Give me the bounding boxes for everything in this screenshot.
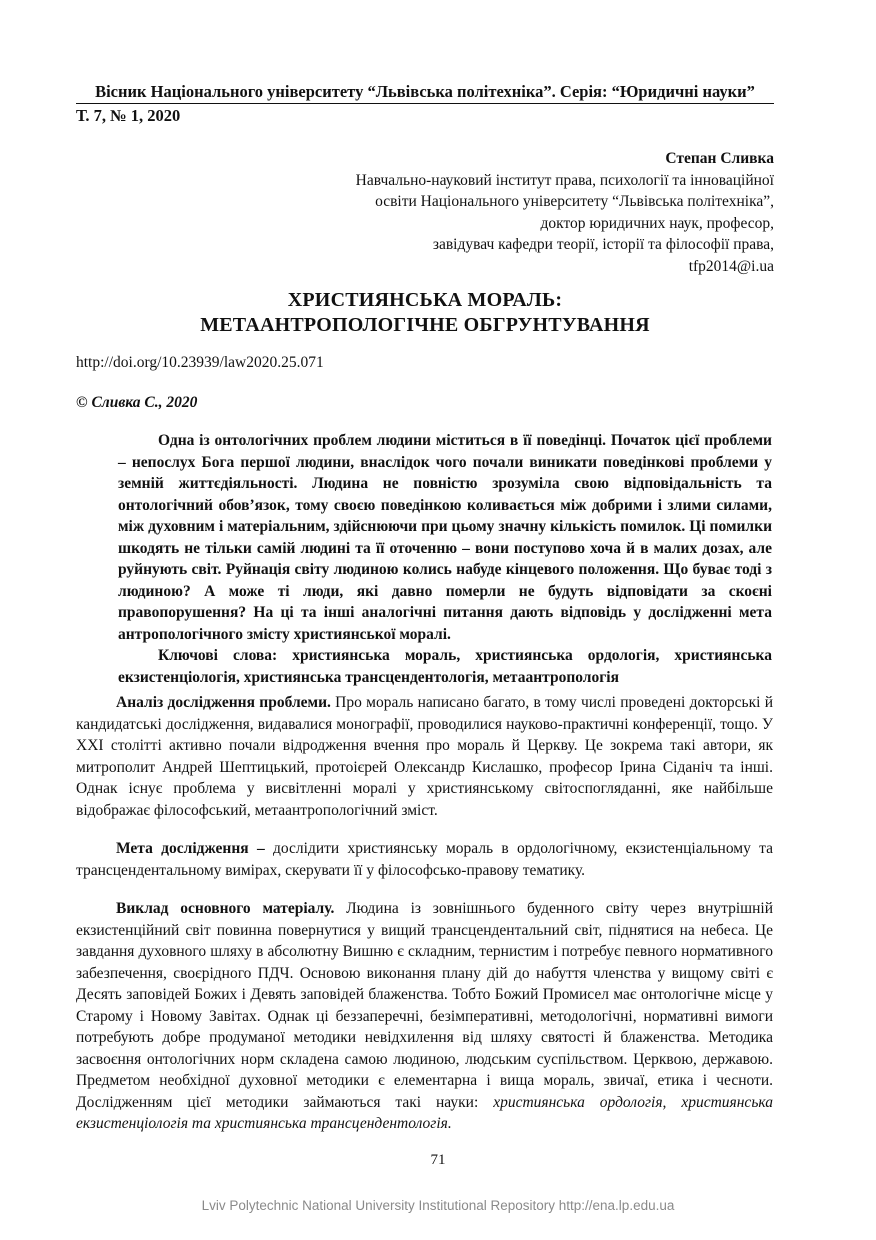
affiliation-line: Навчально-науковий інститут права, психології та інноваційної	[355, 171, 774, 189]
section-research-goal	[76, 838, 773, 881]
abstract	[118, 430, 772, 688]
copyright-notice: © Сливка С., 2020	[76, 394, 198, 411]
keywords: Ключові слова: християнська мораль, християнська ордологія, християнська екзистенціологія, християнська трансцендентологія, метаантропологія	[118, 647, 772, 686]
affiliation-line: завідувач кафедри теорії, історії та філософії права,	[432, 236, 774, 253]
journal-volume: Т. 7, № 1, 2020	[76, 106, 181, 125]
title-line-1: ХРИСТИЯНСЬКА МОРАЛЬ:	[287, 289, 563, 311]
author-name: Степан Сливка	[665, 150, 774, 167]
section-lead: Виклад основного матеріалу.	[116, 900, 335, 917]
section-text: Про мораль написано багато, в тому числі проведені докторські й кандидатські дослідження, видавалися монографії, проводилися науково-практичні конференції, тощо. У ХХІ столітті активно почали відродження вчення про мораль й Церкву. Це зокрема такі автори, як митрополит Андрей Шептицький, протоієрей Олександр Кислашко, професор Ірина Сіданіч та інші. Однак існує проблема у висвітленні моралі у християнському світоспогляданні, яке найбільше відображає філософський, метаантропологічний зміст.	[76, 694, 773, 819]
doi-link[interactable]: http://doi.org/10.23939/law2020.25.071	[76, 354, 324, 371]
abstract-text: Одна із онтологічних проблем людини міститься в її поведінці. Початок цієї проблеми – непослух Бога першої людини, внаслідок чого почали виникати поведінкові проблеми у земній життєдіяльності. Людина не повністю зрозуміла свою відповідальність та онтологічний обов’язок, тому своєю поведінкою коливається між добрими і злими силами, між духовним і матеріальним, здійснюючи при цьому значну кількість помилок. Ці помилки шкодять не тільки самій людині та її оточенню – вони поступово хоча й в малих дозах, але руйнують світ. Руйнація світу людиною колись набуде кінцевого положення. Що буває тоді з людиною? А може ті люди, які давно померли не будуть відповідати за скоєні правопорушення? На ці та інші аналогічні питання дають відповідь у дослідженні мета антропологічного змісту християнської моралі.	[118, 432, 772, 643]
section-text: Людина із зовнішнього буденного світу через внутрішній екзистенційний світ повинна повернутися у вищий трансцендентальний світ, піднятися на небеса. Це завдання духовного шляху в абсолютну Вишню є складним, тернистим і потребує певного нормативного забезпечення, своєрідного ПДЧ. Основою виконання плану дій до набуття членства у вищому світі є Десять заповідей Божих і Девять заповідей блаженства. Тобто Божий Промисел має онтологічне місце у Старому і Новому Завітах. Однак ці беззаперечні, безімперативні, методологічні, нормативні вимоги потребують добре продуманої методики невідхилення від шляху святості й блаженства. Методика засвоєння онтологічних норм складена самою людиною, людським суспільством. Церквою, державою. Предметом необхідної духовної методики є елементарна і вища мораль, звичаї, етика і чесноти. Дослідженням цієї методики займаються такі науки:	[76, 900, 773, 1111]
section-problem-analysis	[76, 692, 773, 821]
page-number: 71	[430, 1152, 446, 1168]
section-lead: Мета дослідження –	[116, 840, 265, 857]
author-block	[356, 148, 774, 277]
article-body	[76, 692, 773, 1152]
section-italic-text: християнська ордологія, християнська екзистенціологія та християнська трансцендентологія.	[76, 1093, 773, 1132]
section-main-material	[76, 898, 773, 1135]
repository-footer[interactable]: Lviv Polytechnic National University Institutional Repository http://ena.lp.edu.ua	[201, 1198, 675, 1213]
affiliation-line: доктор юридичних наук, професор,	[540, 214, 774, 232]
affiliation-line: освіти Національного університету “Львівська політехніка”,	[375, 193, 774, 210]
section-text: дослідити християнську мораль в ордологічному, екзистенціальному та трансцендентальному вимірах, скерувати її у філософсько-правову тематику.	[76, 840, 773, 879]
journal-title: Вісник Національного університету “Львівська політехніка”. Серія: “Юридичні науки”	[76, 82, 774, 104]
title-line-2: МЕТААНТРОПОЛОГІЧНЕ ОБГРУНТУВАННЯ	[200, 314, 650, 336]
author-email[interactable]: tfp2014@i.ua	[688, 257, 774, 275]
section-lead: Аналіз дослідження проблеми.	[116, 694, 331, 711]
article-title	[76, 288, 774, 338]
